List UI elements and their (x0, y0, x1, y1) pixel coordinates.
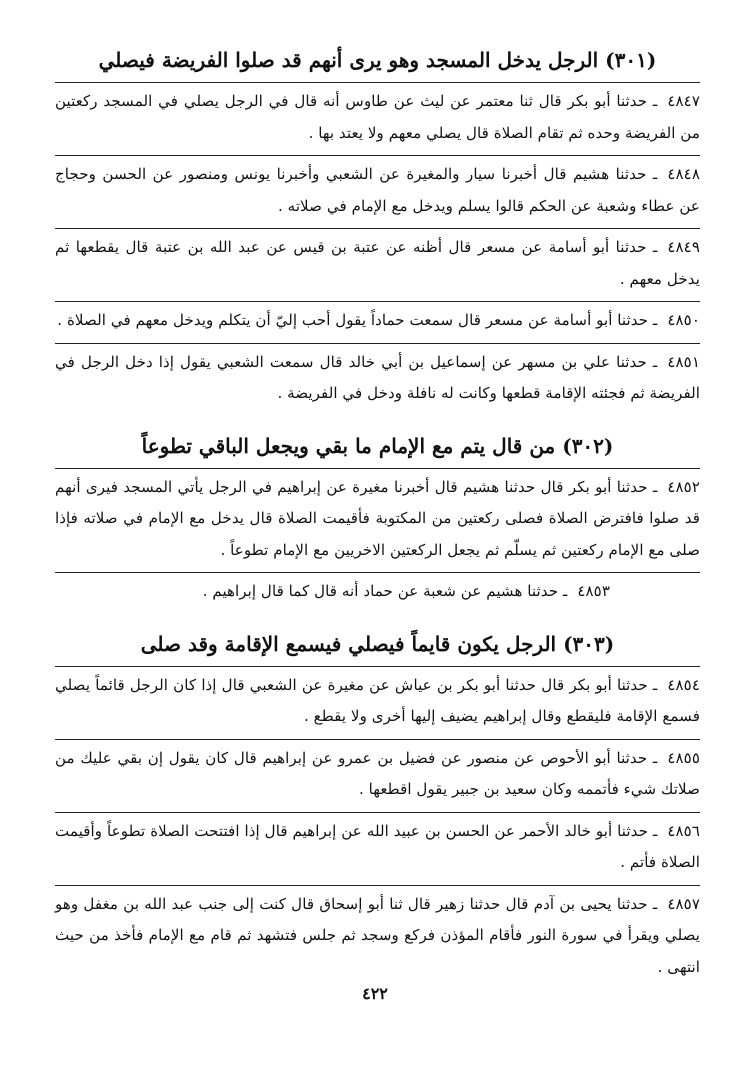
hadith-entry (55, 743, 700, 812)
hadith-number: ٤٨٥٢ (667, 477, 700, 496)
hadith-number: ٤٨٥٥ (667, 748, 700, 767)
hadith-number: ٤٨٤٧ (667, 92, 700, 110)
hadith-number: ٤٨٥٣ (577, 582, 610, 600)
hadith-entry (55, 232, 700, 301)
section-heading: (٣٠١) الرجل يدخل المسجد وهو يرى أنهم قد صلوا الفريضة فيصلي (98, 48, 657, 72)
hadith-number: ٤٨٥٠ (667, 311, 700, 329)
hadith-text: ـ حدثنا أبو بكر قال حدثنا أبو بكر بن عياش عن مغيرة عن الشعبي قال إذا كان الرجل قائماً يصلي فسمع الإقامة فليقطع وقال إبراهيم يضيف إليها أخرى ولا يقطع . (55, 675, 700, 725)
divider (55, 155, 700, 156)
hadith-entry (55, 889, 700, 990)
hadith-text: ـ حدثنا هشيم قال أخبرنا سيار والمغيرة عن الشعبي وأخبرنا يونس ومنصور عن الحسن وحجاج عن عطاء وشعبة عن الحكم قالوا يسلم ويدخل مع الإمام في صلاته . (55, 165, 700, 215)
hadith-text: ـ حدثنا هشيم عن شعبة عن حماد أنه قال كما قال إبراهيم . (202, 582, 568, 600)
page-number: ٤٢٢ (362, 984, 388, 1003)
hadith-entry (55, 576, 700, 614)
hadith-text: ـ حدثنا أبو الأحوص عن منصور عن فضيل بن عمرو عن إبراهيم قال كان يقول إن بقي عليك من صلاتك شيء فأتممه وكان سعيد بن جبير يقول اقطعها . (55, 748, 700, 798)
spacer (55, 614, 700, 628)
hadith-text: ـ حدثنا يحيى بن آدم قال حدثنا زهير قال ثنا أبو إسحاق قال كنت إلى جنب عبد الله بن مغفل وهو يصلي ويقرأ في سورة النور فأقام المؤذن فركع وسجد ثم جلس فتشهد ثم قام مع الإمام فأخذ من حيث انتهى . (55, 894, 700, 976)
hadith-number: ٤٨٥٤ (667, 675, 700, 694)
hadith-number: ٤٨٤٩ (667, 238, 700, 256)
hadith-entry (55, 305, 700, 343)
divider (55, 343, 700, 344)
hadith-entry (55, 816, 700, 885)
hadith-text: ـ حدثنا علي بن مسهر عن إسماعيل بن أبي خالد قال سمعت الشعبي يقول إذا دخل الرجل في الفريضة ثم فجئته الإقامة قطعها وكانت له نافلة ودخل في الفريضة . (55, 352, 700, 402)
hadith-text: ـ حدثنا أبو بكر قال حدثنا هشيم قال أخبرنا مغيرة عن إبراهيم في الرجل يأتي المسجد فيرى أنهم قد صلوا فافترض الصلاة فصلى ركعتين من المكتوبة فأقيمت الصلاة قال يدخل مع الإمام في صلاته فإذا صلى مع الإمام ركعتين ثم يسلّم ثم يجعل الركعتين الاخريين مع الإمام تطوعاً . (55, 477, 700, 559)
hadith-entry (55, 347, 700, 416)
spacer (55, 416, 700, 430)
divider (55, 812, 700, 813)
divider (55, 468, 700, 469)
hadith-number: ٤٨٥٦ (667, 821, 700, 840)
hadith-number: ٤٨٤٨ (667, 165, 700, 183)
divider (55, 739, 700, 740)
divider (55, 228, 700, 229)
divider (55, 82, 700, 83)
hadith-text: ـ حدثنا أبو بكر قال ثنا معتمر عن ليث عن طاوس أنه قال في الرجل يصلي في المسجد ركعتين من الفريضة وحده ثم تقام الصلاة قال يصلي معهم ولا يعتد بها . (55, 92, 700, 142)
section-heading: (٣٠٣) الرجل يكون قايماً فيصلي فيسمع الإقامة وقد صلى (140, 631, 615, 656)
hadith-number: ٤٨٥١ (667, 352, 700, 371)
divider (55, 666, 700, 667)
hadith-entry (55, 670, 700, 739)
hadith-text: ـ حدثنا أبو أسامة عن مسعر قال أظنه عن عتبة بن قيس عن عبد الله بن عتبة قال يقطعها ثم يدخل معهم . (55, 238, 700, 288)
hadith-number: ٤٨٥٧ (667, 894, 700, 913)
divider (55, 301, 700, 302)
divider (55, 572, 700, 573)
hadith-text: ـ حدثنا أبو خالد الأحمر عن الحسن بن عبيد الله عن إبراهيم قال إذا افتتحت الصلاة تطوعاً وأقيمت الصلاة فأتم . (55, 821, 700, 871)
divider (55, 885, 700, 886)
section-heading: (٣٠٢) من قال يتم مع الإمام ما بقي ويجعل الباقي تطوعاً (141, 433, 614, 458)
hadith-entry (55, 472, 700, 573)
hadith-entry (55, 159, 700, 228)
hadith-text: ـ حدثنا أبو أسامة عن مسعر قال سمعت حماداً يقول أحب إليّ أن يتكلم ويدخل معهم في الصلاة . (57, 311, 658, 329)
hadith-entry (55, 86, 700, 155)
